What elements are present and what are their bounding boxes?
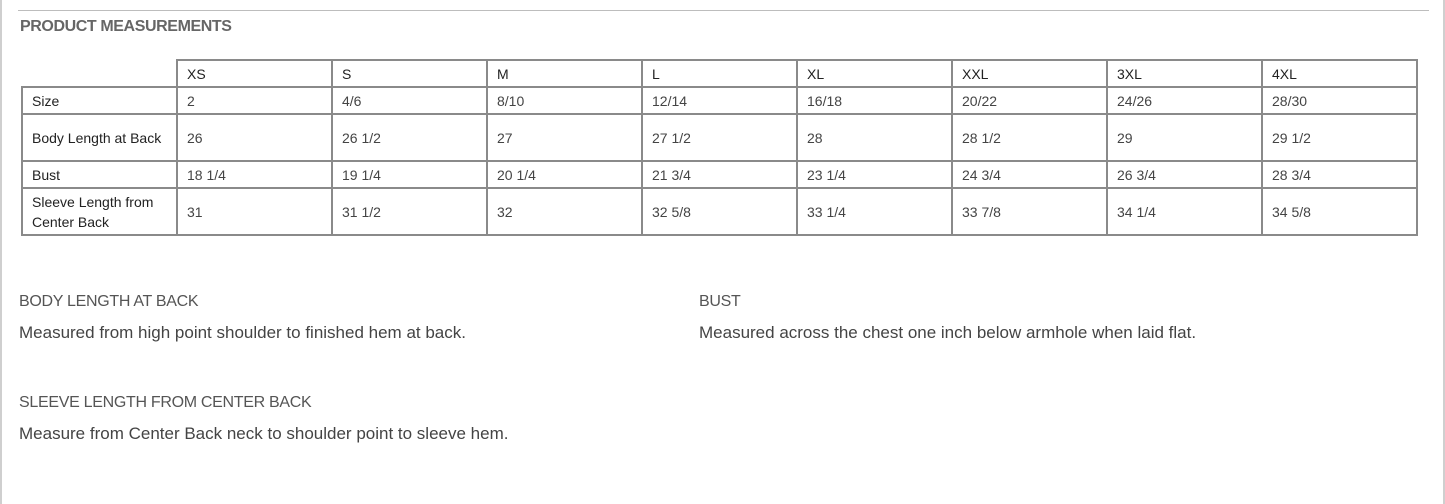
- table-cell: 28 1/2: [952, 114, 1107, 161]
- header-cell: L: [642, 60, 797, 87]
- table-row: [22, 161, 1417, 188]
- table-cell: 33 1/4: [797, 188, 952, 235]
- table-cell: 31 1/2: [332, 188, 487, 235]
- sleeve-length-title: SLEEVE LENGTH FROM CENTER BACK: [19, 394, 312, 411]
- table-cell: 23 1/4: [797, 161, 952, 188]
- header-cell: XL: [797, 60, 952, 87]
- table-cell: 24 3/4: [952, 161, 1107, 188]
- table-cell: 31: [177, 188, 332, 235]
- header-cell: 4XL: [1262, 60, 1417, 87]
- header-cell: 3XL: [1107, 60, 1262, 87]
- table-cell: 18 1/4: [177, 161, 332, 188]
- body-length-title: BODY LENGTH AT BACK: [19, 293, 199, 310]
- table-cell: 2: [177, 87, 332, 114]
- table-cell: 8/10: [487, 87, 642, 114]
- header-cell: S: [332, 60, 487, 87]
- table-cell: 29: [1107, 114, 1262, 161]
- table-row: [22, 114, 1417, 161]
- table-cell: 34 5/8: [1262, 188, 1417, 235]
- table-cell: 27: [487, 114, 642, 161]
- measurements-table: [21, 59, 1418, 236]
- row-label: Bust: [22, 161, 177, 188]
- table-cell: 28: [797, 114, 952, 161]
- table-cell: 26: [177, 114, 332, 161]
- table-cell: 16/18: [797, 87, 952, 114]
- corner-cell: [22, 60, 177, 87]
- section-title: PRODUCT MEASUREMENTS: [20, 18, 232, 35]
- row-label: Size: [22, 87, 177, 114]
- header-row: [22, 60, 1417, 87]
- table-cell: 20/22: [952, 87, 1107, 114]
- table-cell: 26 3/4: [1107, 161, 1262, 188]
- table-cell: 26 1/2: [332, 114, 487, 161]
- sleeve-length-description: Measure from Center Back neck to shoulder point to sleeve hem.: [19, 424, 509, 443]
- table-cell: 12/14: [642, 87, 797, 114]
- table-cell: 32 5/8: [642, 188, 797, 235]
- table-row: [22, 87, 1417, 114]
- header-cell: M: [487, 60, 642, 87]
- bust-title: BUST: [699, 293, 741, 310]
- table-cell: 28/30: [1262, 87, 1417, 114]
- table-cell: 20 1/4: [487, 161, 642, 188]
- table-cell: 33 7/8: [952, 188, 1107, 235]
- table-cell: 4/6: [332, 87, 487, 114]
- table-cell: 32: [487, 188, 642, 235]
- row-label: Body Length at Back: [22, 114, 177, 161]
- table-cell: 27 1/2: [642, 114, 797, 161]
- table-cell: 24/26: [1107, 87, 1262, 114]
- row-label: Sleeve Length from Center Back: [22, 188, 177, 235]
- table-cell: 28 3/4: [1262, 161, 1417, 188]
- body-length-description: Measured from high point shoulder to finished hem at back.: [19, 323, 466, 342]
- table-cell: 21 3/4: [642, 161, 797, 188]
- table-cell: 29 1/2: [1262, 114, 1417, 161]
- table-row: [22, 188, 1417, 235]
- bust-description: Measured across the chest one inch below armhole when laid flat.: [699, 323, 1197, 342]
- top-divider: [18, 10, 1429, 11]
- table-cell: 34 1/4: [1107, 188, 1262, 235]
- table-cell: 19 1/4: [332, 161, 487, 188]
- header-cell: XS: [177, 60, 332, 87]
- header-cell: XXL: [952, 60, 1107, 87]
